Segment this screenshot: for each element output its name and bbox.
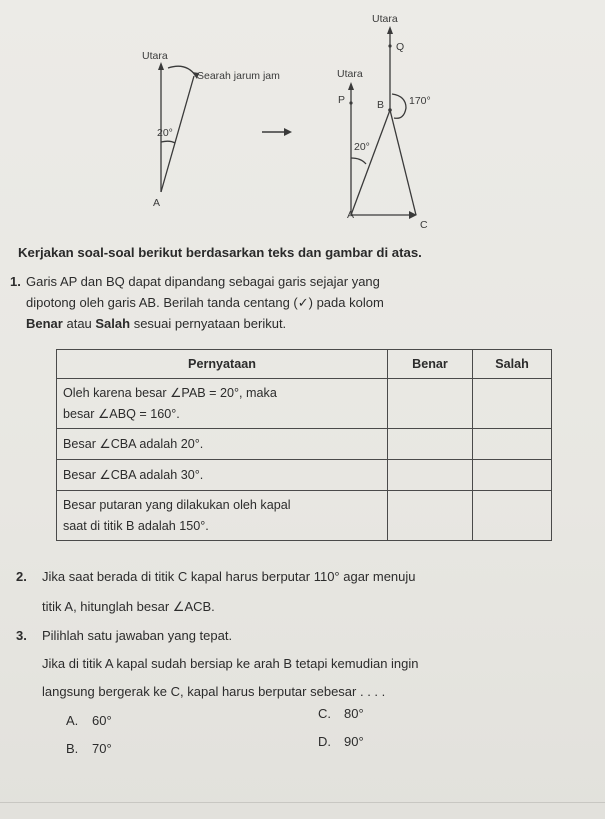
statement-cell — [57, 460, 388, 491]
right-north-label: Utara — [337, 68, 363, 80]
segment-ab — [351, 110, 390, 215]
point-q-dot — [388, 44, 391, 47]
question-2 — [16, 562, 590, 622]
clockwise-arc — [168, 66, 196, 76]
top-north-label: Utara — [372, 13, 398, 25]
table-row — [57, 460, 552, 491]
statement-line: Besar ∠CBA adalah 30°. — [63, 467, 204, 482]
option-b[interactable] — [66, 741, 112, 756]
point-c-label: C — [420, 219, 428, 231]
left-point-a: A — [153, 197, 161, 209]
option-value: 70° — [92, 741, 112, 756]
question-3-line-2: Jika di titik A kapal sudah bersiap ke arah B tetapi kemudian ingin — [42, 656, 419, 671]
header-salah: Salah — [473, 350, 552, 379]
option-letter: C. — [318, 706, 331, 721]
salah-checkbox-cell[interactable] — [473, 429, 552, 460]
statement-cell — [57, 491, 388, 541]
question-1-line-3 — [26, 313, 586, 334]
salah-checkbox-cell[interactable] — [473, 460, 552, 491]
benar-word: Benar — [26, 316, 63, 331]
question-2-number: 2. — [16, 569, 27, 584]
angle-arc-a — [351, 158, 366, 164]
statement-line: Besar putaran yang dilakukan oleh kapal — [63, 497, 291, 512]
statement-line: saat di titik B adalah 150°. — [63, 518, 209, 533]
segment-bc — [390, 110, 416, 215]
point-b-label: B — [377, 99, 385, 111]
instruction-heading: Kerjakan soal-soal berikut berdasarkan teks dan gambar di atas. — [18, 245, 422, 260]
page-bottom-divider — [0, 802, 605, 803]
statement-cell — [57, 379, 388, 429]
point-q-label: Q — [396, 41, 405, 53]
option-letter: A. — [66, 713, 79, 728]
right-diagram — [348, 26, 417, 219]
left-angle-arc — [161, 141, 175, 143]
ship-route-figure — [0, 0, 605, 240]
question-2-line-1: Jika saat berada di titik C kapal harus berputar 110° agar menuju — [42, 569, 416, 584]
benar-checkbox-cell[interactable] — [388, 491, 473, 541]
question-3-line-1: Pilihlah satu jawaban yang tepat. — [42, 628, 233, 643]
transition-arrow — [262, 128, 292, 136]
salah-checkbox-cell[interactable] — [473, 379, 552, 429]
question-1-line-2: dipotong oleh garis AB. Berilah tanda centang (✓) pada kolom — [26, 295, 384, 310]
left-angle-label: 20° — [157, 127, 173, 139]
header-benar: Benar — [388, 350, 473, 379]
statement-line: besar ∠ABQ = 160°. — [63, 406, 180, 421]
true-false-table — [56, 349, 552, 541]
angle-b-label: 170° — [409, 95, 431, 107]
header-pernyataan: Pernyataan — [57, 350, 388, 379]
table-header-row — [57, 350, 552, 379]
question-3-number: 3. — [16, 628, 27, 643]
left-north-label: Utara — [142, 50, 168, 62]
option-c[interactable] — [318, 706, 364, 721]
salah-checkbox-cell[interactable] — [473, 491, 552, 541]
point-p-dot — [349, 101, 352, 104]
benar-checkbox-cell[interactable] — [388, 379, 473, 429]
question-1-line-3-end: sesuai pernyataan berikut. — [130, 316, 287, 331]
benar-checkbox-cell[interactable] — [388, 429, 473, 460]
statement-cell — [57, 429, 388, 460]
benar-checkbox-cell[interactable] — [388, 460, 473, 491]
point-p-label: P — [338, 94, 346, 106]
north-arrow-at-a — [348, 82, 354, 90]
atau-word: atau — [62, 316, 96, 331]
question-3-line-3: langsung bergerak ke C, kapal harus berputar sebesar . . . . — [42, 684, 386, 699]
question-1-line-1: Garis AP dan BQ dapat dipandang sebagai garis sejajar yang — [26, 274, 380, 289]
table-row — [57, 491, 552, 541]
statement-line: Oleh karena besar ∠PAB = 20°, maka — [63, 385, 277, 400]
point-a-label: A — [347, 209, 355, 221]
question-1 — [10, 271, 586, 334]
clockwise-label: Searah jarum jam — [197, 70, 280, 82]
option-value: 60° — [92, 713, 112, 728]
north-arrow-at-b — [387, 26, 393, 34]
point-b-dot — [388, 108, 392, 112]
statement-line: Besar ∠CBA adalah 20°. — [63, 436, 204, 451]
option-value: 80° — [344, 706, 364, 721]
table-row — [57, 429, 552, 460]
table-row — [57, 379, 552, 429]
angle-arc-b — [392, 94, 406, 118]
option-letter: B. — [66, 741, 79, 756]
question-3 — [16, 622, 590, 706]
option-value: 90° — [344, 734, 364, 749]
option-letter: D. — [318, 734, 331, 749]
question-1-number: 1. — [10, 274, 21, 289]
angle-a-label: 20° — [354, 141, 370, 153]
salah-word: Salah — [95, 316, 131, 331]
question-2-line-2: titik A, hitunglah besar ∠ACB. — [42, 599, 215, 614]
option-d[interactable] — [318, 734, 364, 749]
left-north-arrow — [158, 62, 164, 70]
option-a[interactable] — [66, 713, 112, 728]
